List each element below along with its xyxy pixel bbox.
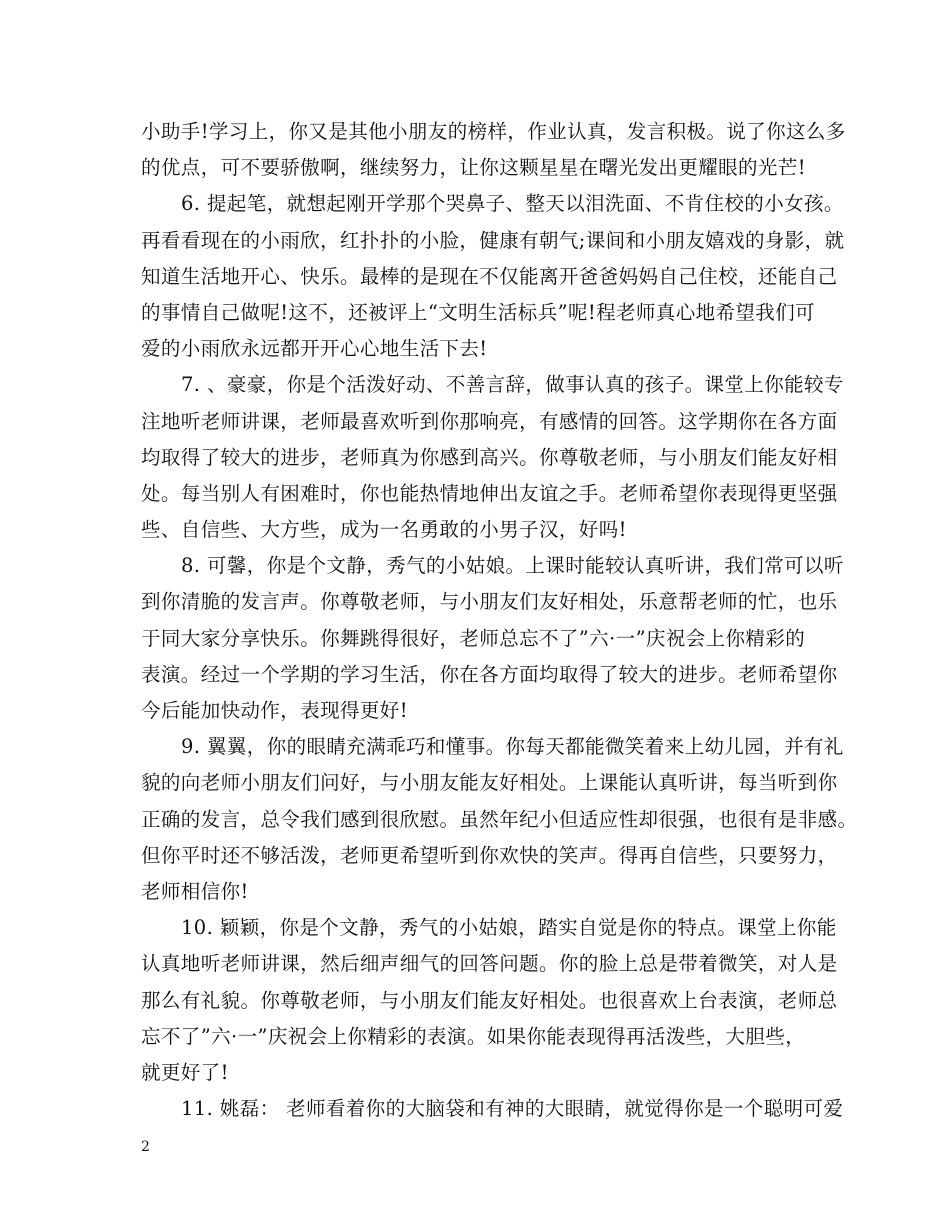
- body-text: [141, 114, 858, 1127]
- text-line: 爱的小雨欣永远都开开心心地生活下去!: [141, 337, 488, 361]
- text-line: 10. 颖颖，你是个文静，秀气的小姑娘，踏实自觉是你的特点。课堂上你能: [181, 916, 837, 940]
- text-line: 就更好了!: [141, 1060, 229, 1084]
- text-line: 到你清脆的发言声。你尊敬老师，与小朋友们友好相处，乐意帮老师的忙，也乐: [141, 590, 838, 614]
- text-line: 老师相信你!: [141, 879, 249, 903]
- text-line: 小助手!学习上，你又是其他小朋友的榜样，作业认真，发言积极。说了你这么多: [141, 120, 846, 143]
- text-line: 今后能加快动作，表现得更好!: [141, 699, 408, 722]
- text-line: 但你平时还不够活泼，老师更希望听到你欢快的笑声。得再自信些，只要努力，: [141, 843, 838, 867]
- text-line: 那么有礼貌。你尊敬老师，与小朋友们能友好相处。也很喜欢上台表演，老师总: [141, 988, 838, 1012]
- text-line: 6. 提起笔，就想起刚开学那个哭鼻子、整天以泪洗面、不肯住校的小女孩。: [181, 192, 844, 216]
- text-line: 再看看现在的小雨欣，红扑扑的小脸，健康有朝气;课间和小朋友嬉戏的身影，就: [141, 228, 845, 252]
- text-line: 认真地听老师讲课，然后细声细气的回答问题。你的脸上总是带着微笑，对人是: [141, 952, 838, 976]
- text-line: 的优点，可不要骄傲啊，继续努力，让你这颗星星在曙光发出更耀眼的光芒!: [141, 156, 806, 180]
- text-line: 知道生活地开心、快乐。最棒的是现在不仅能离开爸爸妈妈自己住校，还能自己: [141, 264, 838, 288]
- text-line: 貌的向老师小朋友们问好，与小朋友能友好相处。上课能认真听讲，每当听到你: [141, 771, 838, 795]
- text-line: 11. 姚磊： 老师看着你的大脑袋和有神的大眼睛，就觉得你是一个聪明可爱: [181, 1097, 844, 1121]
- text-line: 9. 翼翼，你的眼睛充满乖巧和懂事。你每天都能微笑着来上幼儿园，并有礼: [181, 735, 844, 759]
- text-line: 注地听老师讲课，老师最喜欢听到你那响亮，有感情的回答。这学期你在各方面: [141, 409, 838, 433]
- text-line: 些、自信些、大方些，成为一名勇敢的小男子汉，好吗!: [141, 518, 627, 542]
- text-line: 表演。经过一个学期的学习生活，你在各方面均取得了较大的进步。老师希望你: [141, 662, 838, 686]
- text-line: 于同大家分享快乐。你舞跳得很好，老师总忘不了”六·一”庆祝会上你精彩的: [141, 626, 806, 650]
- text-line: 忘不了”六·一”庆祝会上你精彩的表演。如果你能表现得再活泼些，大胆些，: [141, 1024, 806, 1048]
- text-line: 的事情自己做呢!这不，还被评上“文明生活标兵”呢!程老师真心地希望我们可: [141, 300, 816, 324]
- text-line: 均取得了较大的进步，老师真为你感到高兴。你尊敬老师，与小朋友们能友好相: [141, 445, 838, 469]
- page-number: 2: [141, 1139, 150, 1155]
- text-line: 8. 可馨，你是个文静，秀气的小姑娘。上课时能较认真听讲，我们常可以听: [181, 554, 844, 578]
- text-line: 7. 、豪豪，你是个活泼好动、不善言辞，做事认真的孩子。课堂上你能较专: [181, 373, 844, 397]
- text-line: 处。每当别人有困难时，你也能热情地伸出友谊之手。老师希望你表现得更坚强: [141, 481, 838, 505]
- text-line: 正确的发言，总令我们感到很欣慰。虽然年纪小但适应性却很强，也很有是非感。: [141, 807, 858, 831]
